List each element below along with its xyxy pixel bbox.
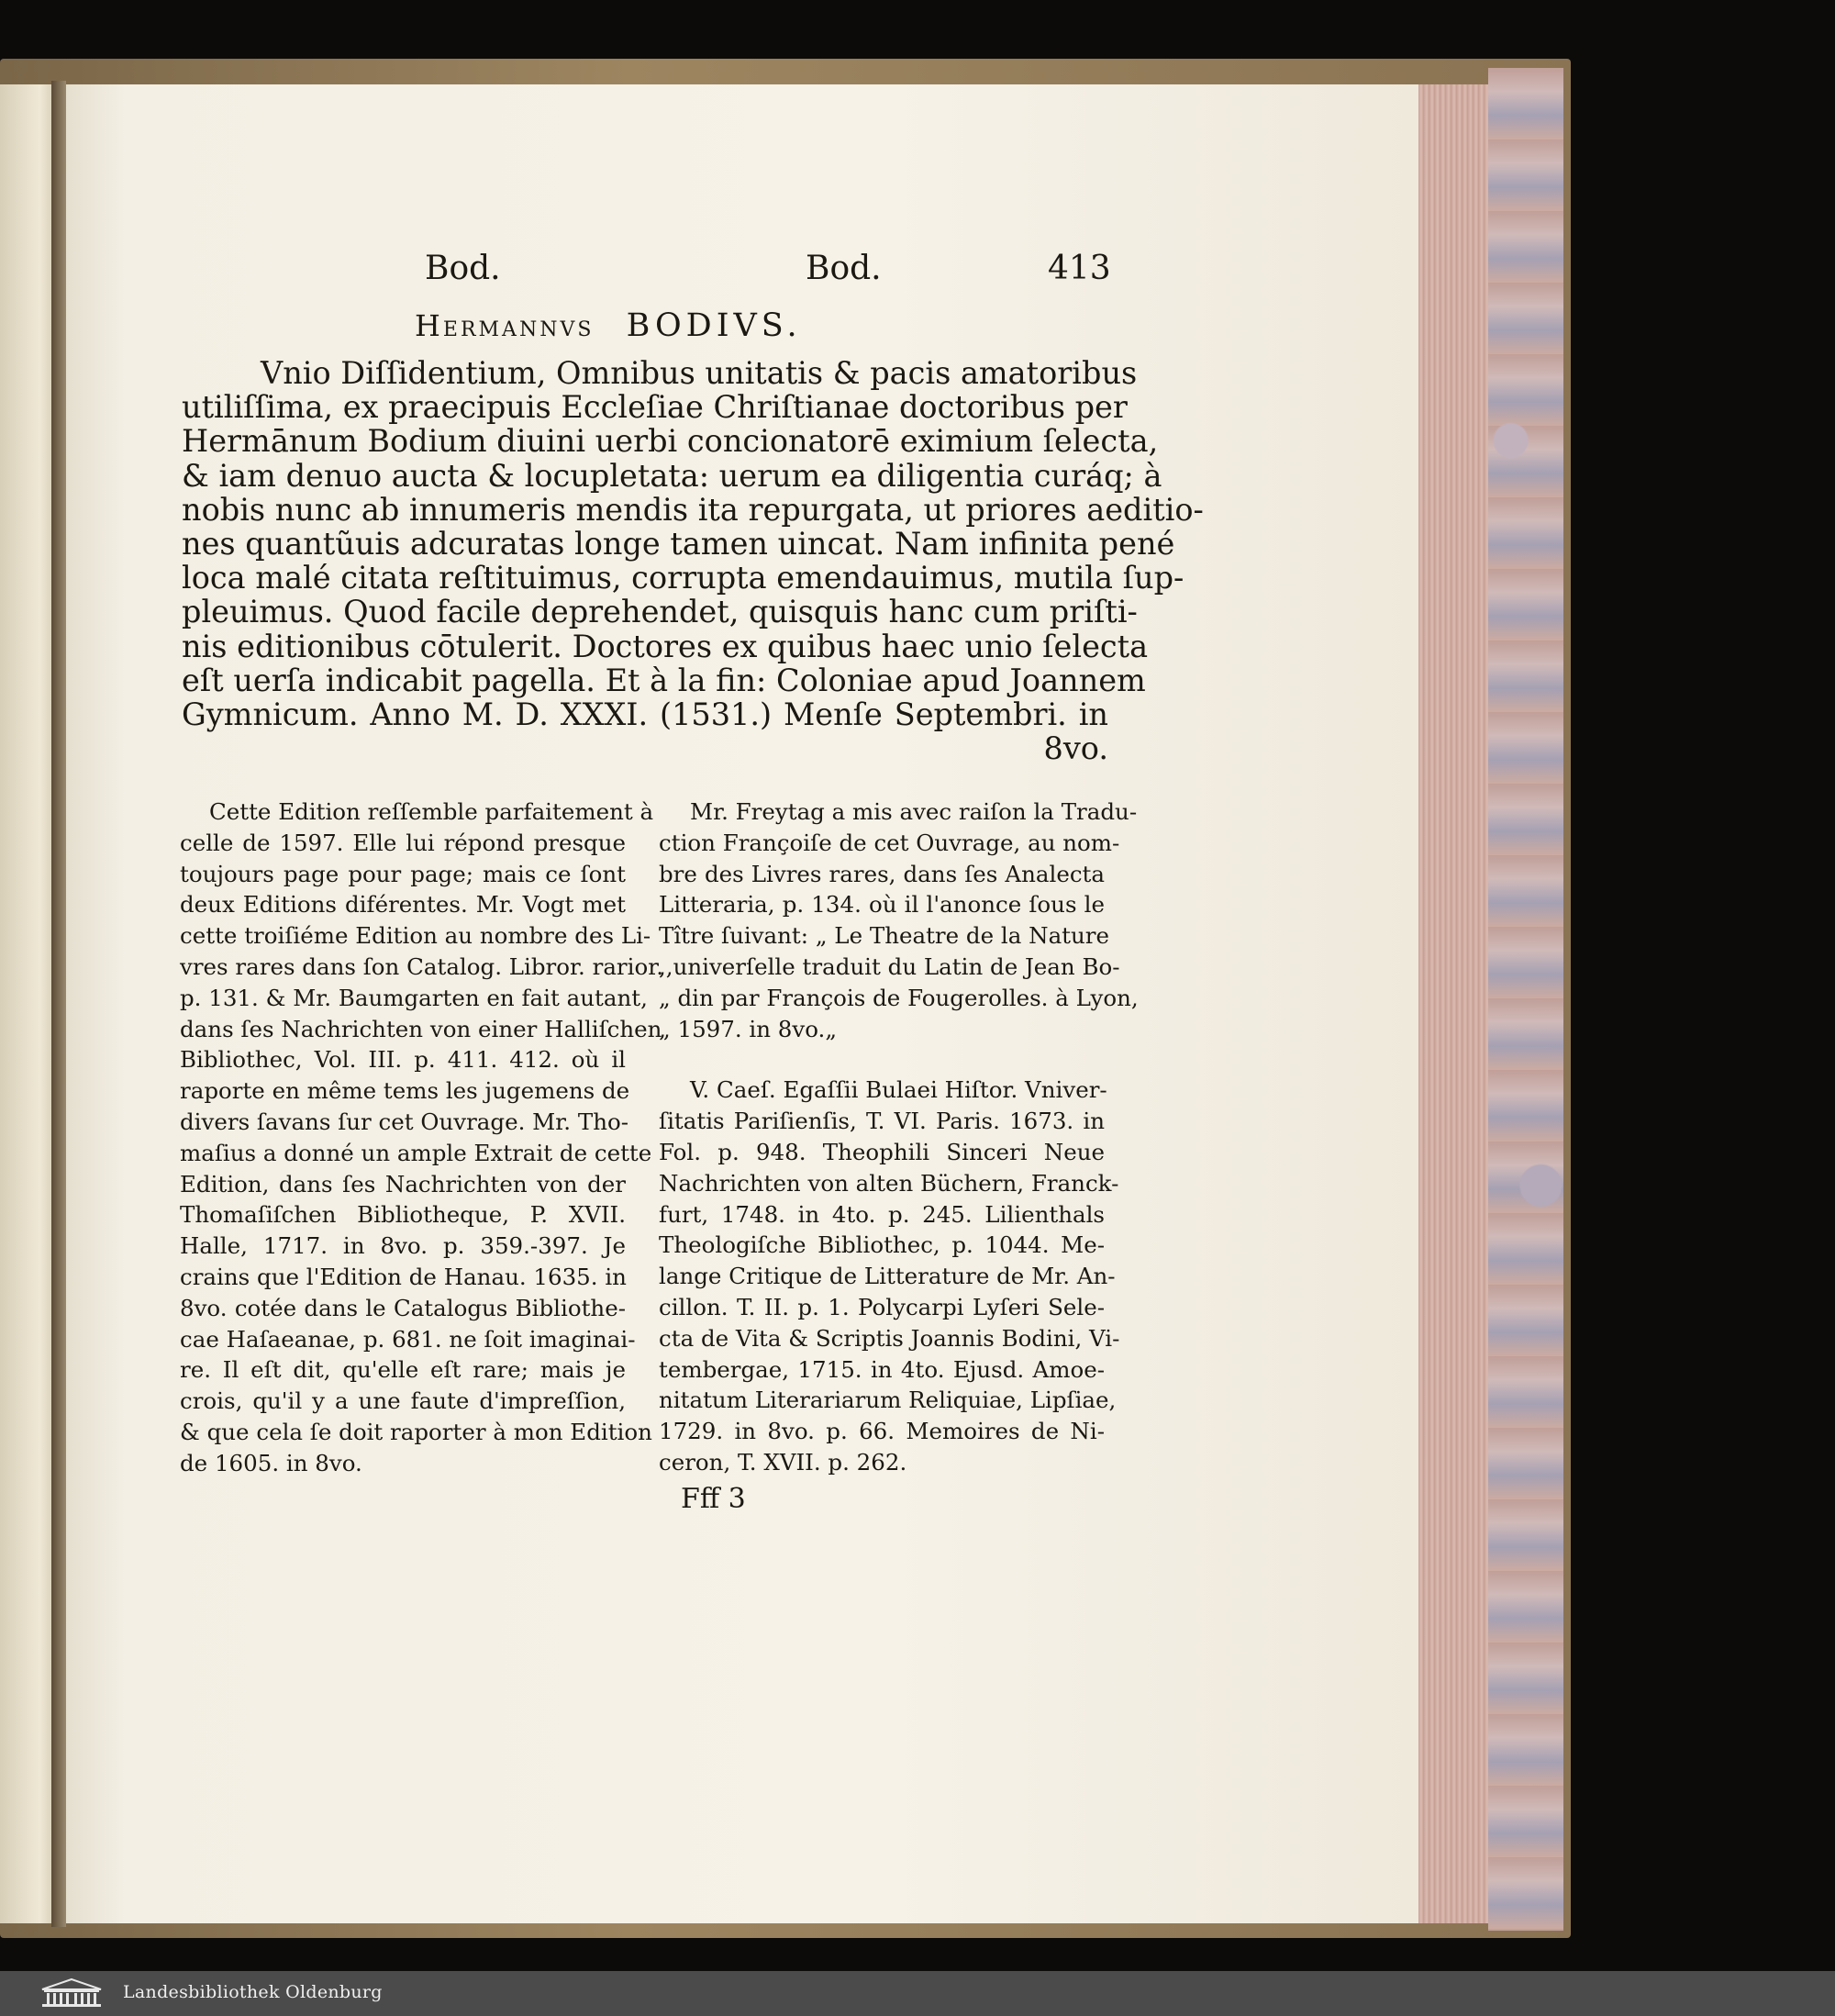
commentary-line: cillon. T. II. p. 1. Polycarpi Lyſeri Sele- <box>659 1293 1105 1320</box>
entry-title-caps: BODIVS. <box>626 307 802 344</box>
main-entry-line: Hermānum Bodium diuini uerbi concionatorē eximium ſelecta, <box>182 423 1159 460</box>
commentary-line: Thomaſiſchen Bibliotheque, P. XVII. <box>180 1201 626 1229</box>
commentary-line: Fol. p. 948. Theophili Sinceri Neue <box>659 1138 1105 1165</box>
running-head-center: Bod. <box>806 250 882 287</box>
commentary-line: & que cela ſe doit raporter à mon Edition <box>180 1418 652 1445</box>
commentary-line: lange Critique de Litterature de Mr. An- <box>659 1263 1116 1290</box>
commentary-line: vres rares dans ſon Catalog. Libror. rarior. <box>180 952 664 980</box>
commentary-line: Edition, dans ſes Nachrichten von der <box>180 1170 626 1197</box>
library-name: Landesbibliothek Oldenburg <box>123 1982 383 2002</box>
commentary-line: re. Il eſt dit, qu'elle eſt rare; mais je <box>180 1356 626 1384</box>
commentary-line: nitatum Literariarum Reliquiae, Lipſiae, <box>659 1387 1117 1414</box>
running-head-left: Bod. <box>425 250 501 287</box>
commentary-line: crains que l'Edition de Hanau. 1635. in <box>180 1263 627 1290</box>
left-page-edge <box>0 84 57 1923</box>
book-gutter <box>51 81 66 1927</box>
commentary-line: toujours page pour page; mais ce ſont <box>180 860 626 887</box>
commentary-line: dans ſes Nachrichten von einer Halliſchen <box>180 1015 662 1042</box>
page-block-edge <box>1418 84 1488 1923</box>
commentary-line: deux Editions diférentes. Mr. Vogt met <box>180 891 626 919</box>
main-entry-end: 8vo. <box>1043 730 1108 767</box>
marbled-cover-edge <box>1488 68 1563 1931</box>
commentary-line: celle de 1597. Elle lui répond presque <box>180 829 626 856</box>
main-entry-line: nis editionibus cōtulerit. Doctores ex quibus haec unio ſelecta <box>182 628 1149 664</box>
commentary-line: Bibliothec, Vol. III. p. 411. 412. où il <box>180 1046 626 1074</box>
commentary-left-column <box>180 796 664 1479</box>
commentary-line: 1729. in 8vo. p. 66. Memoires de Ni- <box>659 1418 1105 1445</box>
main-entry-line: pleuimus. Quod facile deprehendet, quisquis hanc cum priſti- <box>182 594 1138 630</box>
commentary-line: Litteraria, p. 134. où il l'anonce ſous le <box>659 891 1105 919</box>
main-entry-line: Gymnicum. Anno M. D. XXXI. (1531.) Menſe Septembri. in <box>182 696 1108 732</box>
commentary-right-column <box>659 796 1139 1478</box>
commentary-line: ction Françoiſe de cet Ouvrage, au nom- <box>659 829 1120 856</box>
commentary-line: maſius a donné un ample Extrait de cette <box>180 1139 652 1166</box>
commentary-line: ceron, T. XVII. p. 262. <box>659 1448 907 1476</box>
main-entry-line: & iam denuo aucta & locupletata: uerum ea diligentia curáq; à <box>182 457 1162 494</box>
entry-title-small-caps: Hermannvs <box>415 308 595 343</box>
commentary-line: raporte en même tems les jugemens de <box>180 1077 630 1105</box>
main-entry <box>182 355 1204 767</box>
entry-title <box>415 307 802 344</box>
main-entry-line: utiliſſima, ex praecipuis Eccleſiae Chriſtianae doctoribus per <box>182 389 1128 426</box>
commentary-line: ſitatis Pariſienſis, T. VI. Paris. 1673. in <box>659 1108 1105 1135</box>
page-number: 413 <box>1048 250 1111 287</box>
commentary-line: Theologiſche Bibliothec, p. 1044. Me- <box>659 1231 1105 1259</box>
library-building-logo-icon <box>37 1978 106 2008</box>
commentary-line: cta de Vita & Scriptis Joannis Bodini, Vi- <box>659 1324 1120 1352</box>
commentary-line: Mr. Freytag a mis avec raiſon la Tradu- <box>690 798 1138 825</box>
commentary-line: Halle, 1717. in 8vo. p. 359.-397. Je <box>180 1232 626 1260</box>
commentary-line: de 1605. in 8vo. <box>180 1449 362 1476</box>
commentary-line: cette troiſiéme Edition au nombre des Li- <box>180 922 651 950</box>
commentary-line: crois, qu'il y a une faute d'impreſſion, <box>180 1387 626 1415</box>
main-entry-line: nobis nunc ab innumeris mendis ita repurgata, ut priores aeditio- <box>182 491 1204 528</box>
signature-mark: Fff 3 <box>681 1483 746 1515</box>
commentary-line: 8vo. cotée dans le Catalogus Bibliothe- <box>180 1294 626 1321</box>
commentary-line: divers ſavans ſur cet Ouvrage. Mr. Tho- <box>180 1108 629 1135</box>
commentary-line: ,,univerſelle traduit du Latin de Jean Bo- <box>659 952 1120 980</box>
commentary-line: V. Caeſ. Egaſſii Bulaei Hiſtor. Vniver- <box>690 1076 1107 1104</box>
commentary-line: „ 1597. in 8vo.„ <box>659 1015 838 1042</box>
main-entry-line: loca malé citata reſtituimus, corrupta emendauimus, mutila ſup- <box>182 560 1184 596</box>
commentary-line: tembergae, 1715. in 4to. Ejusd. Amoe- <box>659 1355 1105 1383</box>
main-entry-line: Vnio Diſſidentium, Omnibus unitatis & pacis amatoribus <box>261 355 1138 391</box>
commentary-line: p. 131. & Mr. Baumgarten en fait autant, <box>180 984 648 1011</box>
commentary-line: furt, 1748. in 4to. p. 245. Lilienthals <box>659 1200 1105 1228</box>
main-entry-line: nes quantũuis adcuratas longe tamen uincat. Nam infinita pené <box>182 525 1175 562</box>
commentary-line: Cette Edition reſſemble parfaitement à <box>209 798 654 825</box>
commentary-line: cae Haſaeanae, p. 681. ne ſoit imaginai- <box>180 1325 636 1353</box>
footer-bar <box>0 1971 1835 2016</box>
commentary-line: bre des Livres rares, dans ſes Analecta <box>659 860 1105 887</box>
commentary-line: Tître ſuivant: „ Le Theatre de la Nature <box>659 922 1110 950</box>
commentary-line: Nachrichten von alten Büchern, Franck- <box>659 1169 1119 1197</box>
commentary-line: „ din par François de Fougerolles. à Lyon, <box>659 984 1139 1011</box>
main-entry-line: eſt uerſa indicabit pagella. Et à la fin: Coloniae apud Joannem <box>182 662 1146 698</box>
